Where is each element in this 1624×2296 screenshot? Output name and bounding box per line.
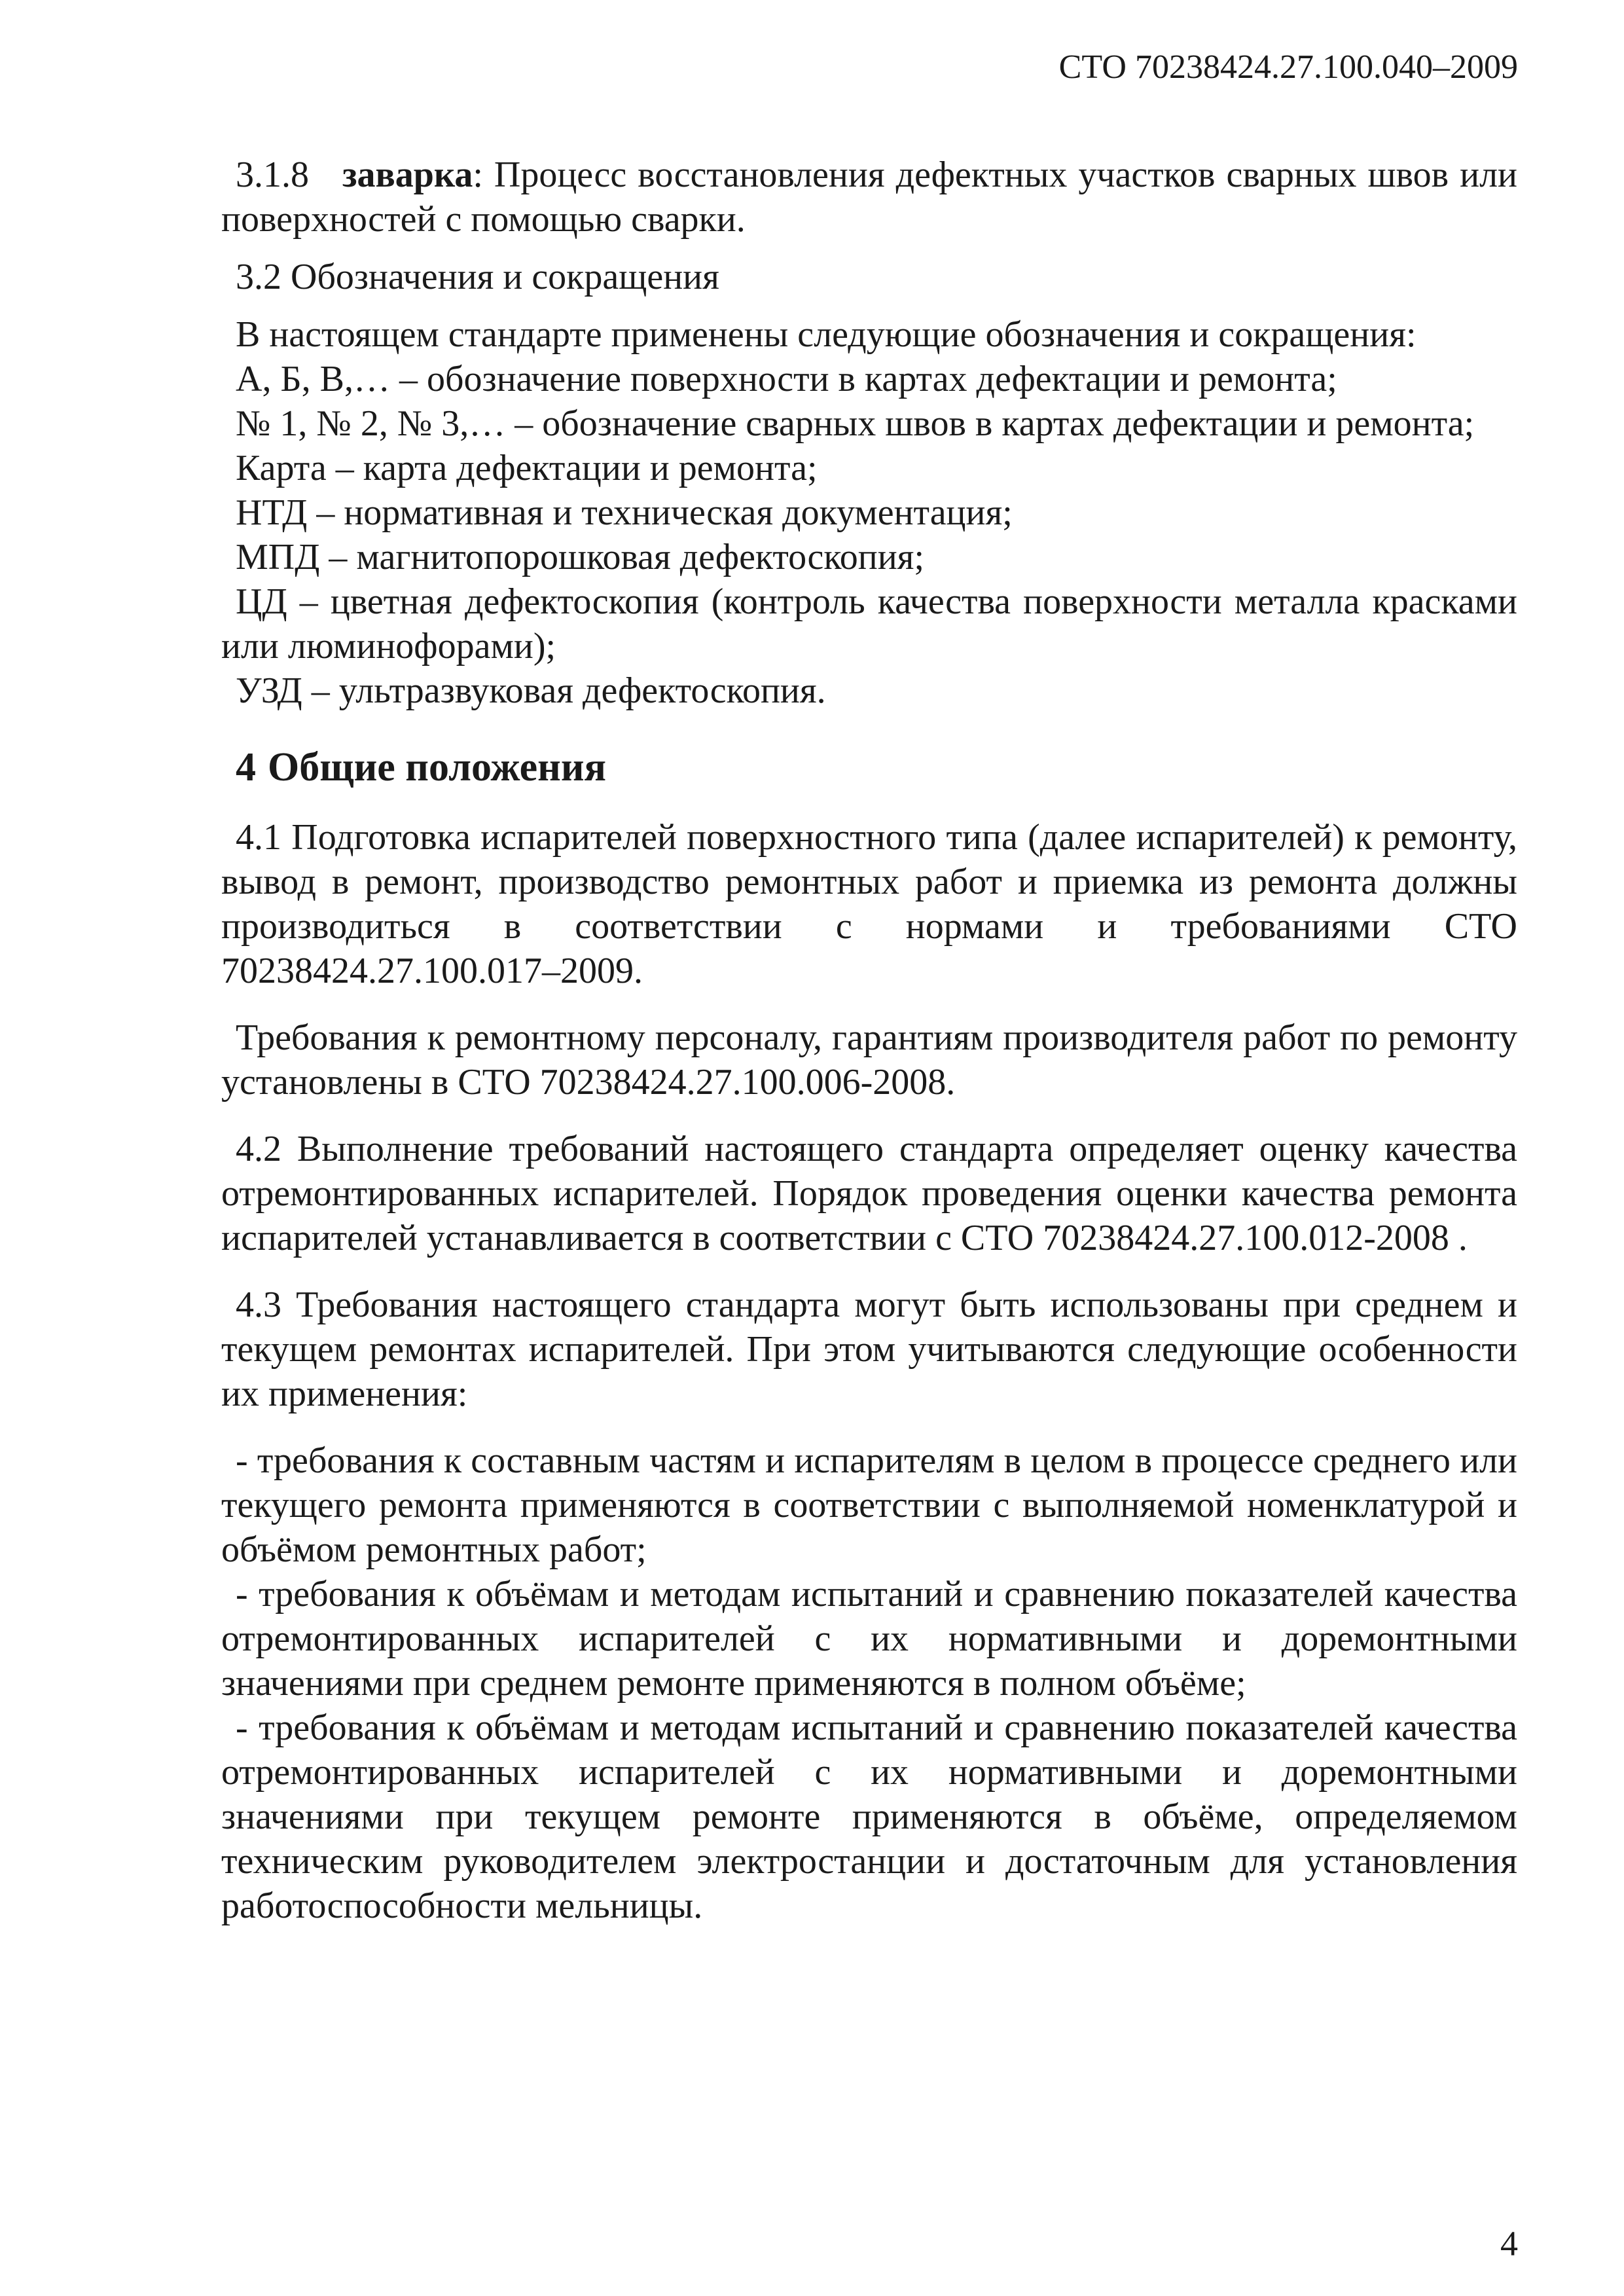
term: заварка (342, 155, 473, 195)
definition-item: А, Б, В,… – обозначение поверхности в картах дефектации и ремонта; (236, 359, 1337, 399)
section-title: Общие положения (268, 745, 607, 790)
clause-4-2: 4.2 Выполнение требований настоящего стандарта определяет оценку качества отремонтированных испарителей. Порядок проведения оценки качества ремонта испарителей устанавливается в соответствии с СТО 70238424.27.100.012-2008 . (221, 1129, 1517, 1258)
clause-4-3: 4.3 Требования настоящего стандарта могут быть использованы при среднем и текущем ремонтах испарителей. При этом учитываются следующие особенности их применения: (221, 1285, 1517, 1414)
clause-4-1: 4.1 Подготовка испарителей поверхностного типа (далее испарителей) к ремонту, вывод в ремонт, производство ремонтных работ и приемка из ремонта должны производиться в соответствии с нормами и требованиями СТО 70238424.27.100.017–2009. (221, 817, 1517, 991)
list-item: - требования к объёмам и методам испытаний и сравнению показателей качества отремонтированных испарителей с их нормативными и доремонтными значениями при текущем ремонте применяются в объёме, определяемом техническим руководителем электростанции и достаточным для установления работоспособности мельницы. (221, 1707, 1517, 1926)
section-heading (221, 743, 1517, 792)
clause-4-1-personnel: Требования к ремонтному персоналу, гарантиям производителя работ по ремонту установлены в СТО 70238424.27.100.006-2008. (221, 1017, 1517, 1102)
document-code-header: СТО 70238424.27.100.040–2009 (1058, 48, 1518, 86)
page-body (221, 153, 1517, 1928)
definitions-list (221, 312, 1517, 713)
definition-item: МПД – магнитопорошковая дефектоскопия; (236, 537, 924, 577)
page-number: 4 (1500, 2224, 1518, 2263)
clause-number: 3.1.8 (236, 155, 309, 195)
definition-item: ЦД – цветная дефектоскопия (контроль качества поверхности металла красками или люминофорами); (221, 581, 1517, 666)
clause-3-1-8 (221, 153, 1517, 242)
definition-item: № 1, № 2, № 3,… – обозначение сварных швов в картах дефектации и ремонта; (236, 403, 1475, 444)
clause-3-2-title: 3.2 Обозначения и сокращения (236, 257, 719, 297)
list-item: - требования к объёмам и методам испытаний и сравнению показателей качества отремонтированных испарителей с их нормативными и доремонтными значениями при среднем ремонте применяются в полном объёме; (221, 1574, 1517, 1704)
term-definition: : Процесс восстановления дефектных участков сварных швов или поверхностей с помощью сварки. (221, 155, 1517, 240)
list-item: - требования к составным частям и испарителям в целом в процессе среднего или текущего ремонта применяются в соответствии с выполняемой номенклатурой и объёмом ремонтных работ; (221, 1440, 1517, 1570)
section-number: 4 (236, 745, 256, 790)
definition-item: НТД – нормативная и техническая документация; (236, 492, 1013, 533)
definition-item: Карта – карта дефектации и ремонта; (236, 448, 818, 488)
definition-item: УЗД – ультразвуковая дефектоскопия. (236, 670, 826, 711)
definitions-intro: В настоящем стандарте применены следующие обозначения и сокращения: (236, 314, 1416, 355)
application-features-list (221, 1438, 1517, 1928)
